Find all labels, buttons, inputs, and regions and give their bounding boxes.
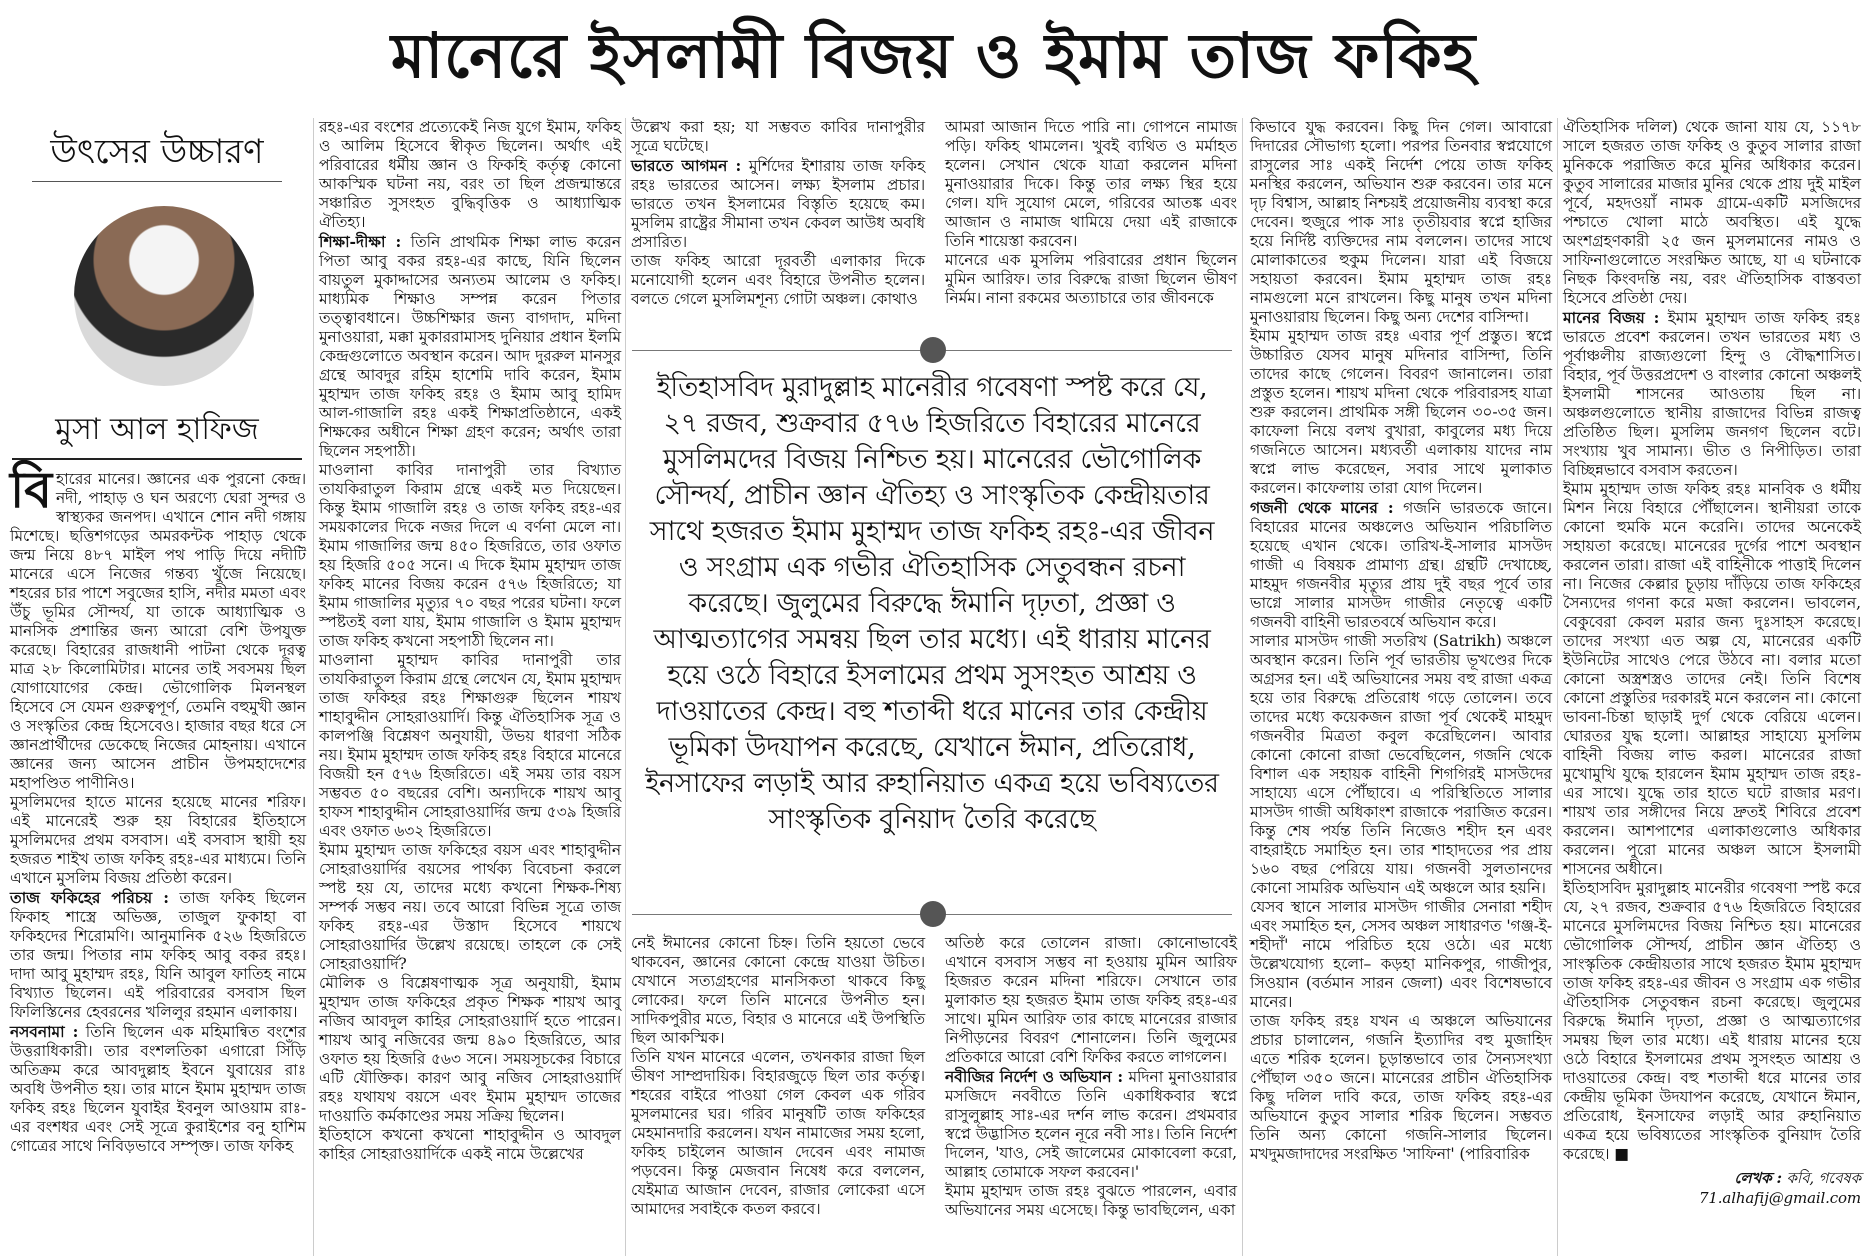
- paragraph: মৌলিক ও বিশ্লেষণাত্মক সূত্র অনুযায়ী, ইমাম মুহাম্মদ তাজ ফকিহের প্রকৃত শিক্ষক শায়খ আবু নজিব আবদুল কাহির সোহরাওয়ার্দি হতে পারেন। শায়খ আবু নজিবের জন্ম ৪৯০ হিজরিতে, আর ওফাত হয় হিজরি ৫৬৩ সনে। সময়সূচকের বিচারে এটি যৌক্তিক। কারণ আবু নজিব সোহরাওয়ার্দি রহঃ যথাযথ বয়সে এবং ইমাম মুহাম্মদ তাজের দাওয়াতি কর্মকাণ্ডের সময় সক্রিয় ছিলেন।: [319, 974, 621, 1125]
- subheading: তাজ ফকিহের পরিচয় :: [10, 888, 169, 907]
- paragraph: রহঃ-এর বংশের প্রত্যেকেই নিজ যুগে ইমাম, ফকিহ ও আলিম হিসেবে স্বীকৃত ছিলেন। অর্থাৎ এই পরিবারের ধর্মীয় জ্ঞান ও ফিকহি কর্তৃত্ব কোনো আকস্মিক ঘটনা নয়, বরং তা ছিল প্রজন্মান্তরে সঞ্চারিত সুসংহত বুদ্ধিবৃত্তিক ও আধ্যাত্মিক ঐতিহ্য।: [319, 118, 621, 231]
- subheading: নবীজির নির্দেশ ও অভিযান :: [945, 1067, 1124, 1086]
- byline-label: লেখক :: [1734, 1169, 1782, 1187]
- paragraph: [10, 460, 306, 793]
- paragraph-text: তাজ ফকিহ ছিলেন ফিকাহ শাস্ত্রে অভিজ্ঞ, তাজুল ফুকাহা বা ফকিহদের শিরোমণি। আনুমানিক ৫২৬ হিজরিতে তার জন্ম। পিতার নাম ফকিহ আবু বকর রহঃ। দাদা আবু মুহাম্মদ রহঃ, যিনি আবুল ফাতিহ নামে বিখ্যাত ছিলেন। এই পরিবারের বসবাস ছিল ফিলিস্তিনের হেবরনের খলিলুর রহমান এলাকায়।: [10, 889, 306, 1021]
- paragraph: মাওলানা কাবির দানাপুরী তার বিখ্যাত তাযকিরাতুল কিরাম গ্রন্থে একই মত দিয়েছেন। কিন্তু ইমাম গাজালি রহঃ ও তাজ ফকিহ রহঃ-এর সময়কালের দিকে নজর দিলে এ বর্ণনা মেলে না। ইমাম গাজালির জন্ম ৪৫০ হিজরিতে, তার ওফাত হয় হিজরি ৫০৫ সনে। এ দিকে ইমাম মুহাম্মদ তাজ ফকিহ মানের বিজয় করেন ৫৭৬ হিজরিতে; যা ইমাম গাজালির মৃত্যুর ৭০ বছর পরের ঘটনা। ফলে স্পষ্টতই বলা যায়, ইমাম গাজালি ও ইমাম মুহাম্মদ তাজ ফকিহ কখনো সহপাঠী ছিলেন না।: [319, 461, 621, 650]
- paragraph-text: মদিনা মুনাওয়ারার মসজিদে নববীতে তিনি একাধিকবার স্বপ্নে রাসুলুল্লাহ সাঃ-এর দর্শন লাভ করেন। প্রথমবার স্বপ্নে উদ্ভাসিত হলেন নূরে নবী সাঃ। তিনি নির্দেশ দিলেন, 'যাও, সেই জালেমের মোকাবেলা করো, আল্লাহ তোমাকে সফল করবেন।': [945, 1068, 1237, 1181]
- subheading: ভারতে আগমন :: [631, 156, 742, 175]
- column-divider: [625, 118, 626, 1256]
- author-box: [12, 118, 302, 460]
- paragraph: তাজ ফকিহ আরো দূরবর্তী এলাকার দিকে মনোযোগী হলেন এবং বিহারে উপনীত হলেন। বলতে গেলে মুসলিমশূন্য গোটা অঞ্চল। কোথাও: [631, 252, 925, 308]
- paragraph: তিনি যখন মানেরে এলেন, তখনকার রাজা ছিল ভীষণ সাম্প্রদায়িক। বিহারজুড়ে ছিল তার কর্তৃত্ব। শহরের বাইরে পাওয়া গেল কেবল এক গরিব মুসলমানের ঘর। গরিব মানুষটি তাজ ফকিহের মেহমানদারি করলেন। যখন নামাজের সময় হলো, ফকিহ চাইলেন আজান দেবেন এবং নামাজ পড়বেন। কিন্তু মেজবান নিষেধ করে বললেন, যেইমাত্র আজান দেবেন, রাজার লোকেরা এসে আমাদের সবাইকে কতল করবে।: [631, 1048, 925, 1218]
- column-4-bottom: [945, 934, 1237, 1220]
- article-title: মানেরে ইসলামী বিজয় ও ইমাম তাজ ফকিহ: [390, 19, 1477, 92]
- paragraph: [10, 1022, 306, 1156]
- paragraph: অতিষ্ঠ করে তোলেন রাজা। কোনোভাবেই এখানে বসবাস সম্ভব না হওয়ায় মুমিন আরিফ হিজরত করেন মদিনা শরিফে। সেখানে তার মুলাকাত হয় হজরত ইমাম তাজ ফকিহ রহঃ-এর সাথে। মুমিন আরিফ তার কাছে মানেরের রাজার নিপীড়নের বিবরণ শোনালেন। তিনি জুলুমের প্রতিকারে আরো বেশি ফিকির করতে লাগলেন।: [945, 934, 1237, 1066]
- paragraph: ইমাম মুহাম্মদ তাজ ফকিহের বয়স এবং শাহাবুদ্দীন সোহরাওয়ার্দির বয়সের পার্থক্য বিবেচনা করলে স্পষ্ট হয় যে, তাদের মধ্যে কখনো শিক্ষক-শিষ্য সম্পর্ক সম্ভব নয়। তবে আরো বিভিন্ন সূত্রে তাজ ফকিহ রহঃ-এর উস্তাদ হিসেবে শায়খে সোহরাওয়ার্দির উল্লেখ রয়েছে। তাহলে কে সেই সোহরাওয়ার্দি?: [319, 841, 621, 973]
- paragraph: ইমাম মুহাম্মদ তাজ রহঃ বুঝতে পারলেন, এবার অভিযানের সময় এসেছে। কিন্তু ভাবছিলেন, একা: [945, 1182, 1237, 1219]
- paragraph: আমরা আজান দিতে পারি না। গোপনে নামাজ পড়ি। ফকিহ থামলেন। খুবই ব্যথিত ও মর্মাহত হলেন। সেখান থেকে যাত্রা করলেন মদিনা মুনাওয়ারার দিকে। কিন্তু তার লক্ষ্য স্থির হয়ে গেল। যদি সুযোগ মেলে, গরিবের আতঙ্ক এবং আজান ও নামাজ থামিয়ে দেয়া এই রাজাকে তিনি শায়েস্তা করবেন।: [945, 118, 1237, 250]
- paragraph-text: ইমাম মুহাম্মদ তাজ ফকিহ রহঃ ভারতে প্রবেশ করলেন। তখন ভারতের মধ্য ও পূর্বাঞ্চলীয় রাজ্যগুলো হিন্দু ও বৌদ্ধশাসিত। বিহার, পূর্ব উত্তরপ্রদেশ ও বাংলার কোনো অঞ্চলই ইসলামী শাসনের আওতায় ছিল না। অঞ্চলগুলোতে স্থানীয় রাজাদের বিভিন্ন রাজত্ব প্রতিষ্ঠিত ছিল। মুসলিম জনগণ ছিলেন বটে। সংখ্যায় খুব সামান্য। ভীত ও নিপীড়িত। তারা বিচ্ছিন্নভাবে বসবাস করতেন।: [1563, 309, 1862, 479]
- paragraph-text: গজনি ভারতকে জানে। বিহারের মানের অঞ্চলেও অভিযান পরিচালিত হয়েছে এখান থেকে। তারিখ-ই-সালার মাসউদ গাজী এ বিষয়ক প্রামাণ্য গ্রন্থ। গ্রন্থটি দেখাচ্ছে, মাহমুদ গজনবীর মৃত্যুর প্রায় দুই বছর পূর্বে তার ভাগ্নে সালার মাসউদ গাজীর নেতৃত্বে একটি গজনবী বাহিনী ভারতবর্ষে অভিযান করে।: [1250, 499, 1552, 631]
- bullet-ornament: [920, 337, 946, 363]
- column-divider: [1242, 118, 1243, 1256]
- column-1: [10, 460, 306, 1156]
- paragraph: নেই ঈমানের কোনো চিহ্ন। তিনি হয়তো ভেবে থাকবেন, জ্ঞানের কোনো কেন্দ্রে যাওয়া উচিত। যেখানে সত্যগ্রহণের মানসিকতা থাকবে কিছু লোকের। ফলে তিনি মানেরে উপনীত হন। সাদিকপুরীর মতে, বিহার ও মানেরে এই উপস্থিতি ছিল আকস্মিক।: [631, 934, 925, 1047]
- paragraph: তাজ ফকিহ রহঃ যখন এ অঞ্চলে অভিযানের প্রচার চালালেন, গজনি ইত্যাদির বহু মুজাহিদ এতে শরিক হলেন। চূড়ান্তভাবে তার সৈন্যসংখ্যা পৌঁছাল ৩৫০ জনে। মানেরের প্রাচীন ঐতিহাসিক কিছু দলিল দাবি করে, তাজ ফকিহ রহঃ-এর অভিযানে কুতুব সালার শরিক ছিলেন। সম্ভবত তিনি অন্য কোনো গজনি-সালার ছিলেন। মখদুমজাদাদের সংরক্ষিত 'সাফিনা' (পারিবারিক: [1250, 1012, 1552, 1163]
- paragraph: [631, 156, 925, 252]
- byline-role: কবি, গবেষক: [1781, 1169, 1861, 1187]
- paragraph: সালার মাসউদ গাজী সতরিখ (Satrikh) অঞ্চলে অবস্থান করেন। তিনি পূর্ব ভারতীয় ভূখণ্ডের দিকে অগ্রসর হন। এই অভিযানের সময় বহু রাজা একত্র হয়ে তার বিরুদ্ধে প্রতিরোধ গড়ে তোলেন। তবে তাদের মধ্যে কয়েকজন রাজা পূর্ব থেকেই মাহমুদ গজনবীর মিত্রতা কবুল করেছিলেন। আবার কোনো কোনো রাজা ভেবেছিলেন, গজনি থেকে বিশাল এক সহায়ক বাহিনী শিগগিরই মাসউদের সাহায্যে এসে পৌঁছাবে। এ পরিস্থিতিতে সালার মাসউদ গাজী অধিকাংশ রাজাকে পরাজিত করেন। কিন্তু শেষ পর্যন্ত তিনি নিজেও শহীদ হন এবং বাহরাইচে সমাহিত হন। তার শাহাদতের পর প্রায় ১৬০ বছর পেরিয়ে যায়। গজনবী সুলতানদের কোনো সামরিক অভিযান এই অঞ্চলে আর হয়নি।: [1250, 632, 1552, 897]
- paragraph: কিভাবে যুদ্ধ করবেন। কিছু দিন গেল। আবারো দিদারের সৌভাগ্য হলো। পরপর তিনবার স্বপ্নযোগে রাসুলের সাঃ একই নির্দেশ পেয়ে তাজ ফকিহ মনস্থির করলেন, অভিযান শুরু করবেন। তার মনে দৃঢ় বিশ্বাস, আল্লাহ নিশ্চয়ই প্রয়োজনীয় ব্যবস্থা করে দেবেন। হুজুরে পাক সাঃ তৃতীয়বার স্বপ্নে হাজির হয়ে নির্দিষ্ট ব্যক্তিদের নাম বললেন। তাদের সাথে মোলাকাতের হুকুম দিলেন। যারা এই বিজয়ে সহায়তা করবেন। ইমাম মুহাম্মদ তাজ রহঃ নামগুলো মনে রাখলেন। কিছু মানুষ তখন মদিনা মুনাওয়ারায় ছিলেন। কিছু অন্য দেশের বাসিন্দা।: [1250, 118, 1552, 326]
- paragraph: যেসব স্থানে সালার মাসউদ গাজীর সেনারা শহীদ এবং সমাহিত হন, সেসব অঞ্চল সাধারণত 'গঞ্জ-ই-শহীদাঁ' নামে পরিচিত হয়ে ওঠে। এর মধ্যে উল্লেখযোগ্য হলো– কড়হা মানিকপুর, গাজীপুর, সিওয়ান (বর্তমান সারন জেলা) এবং বিশেষভাবে মানের।: [1250, 898, 1552, 1011]
- subheading: গজনী থেকে মানের :: [1250, 498, 1394, 517]
- paragraph-text: হারের মানের। জ্ঞানের এক পুরনো কেন্দ্র। নদী, পাহাড় ও ঘন অরণ্যে ঘেরা সুন্দর ও স্বাস্থ্যকর জনপদ। এখানে শোন নদী গঙ্গায় মিশেছে। ছত্তিশগড়ের অমরকন্টক পাহাড় থেকে জন্ম নিয়ে ৪৮৭ মাইল পথ পাড়ি দিয়ে নদীটি মানেরে এসে নিজের গন্তব্য খুঁজে নিয়েছে। শহরের চার পাশে সবুজের হাসি, নদীর মমতা এবং উঁচু ভূমির সৌন্দর্য, যা তাকে আধ্যাত্মিক ও মানসিক প্রশান্তির জন্য আরো বেশি উপযুক্ত করেছে। বিহারের রাজধানী পাটনা থেকে দূরত্ব মাত্র ২৮ কিলোমিটার। মানের তাই সবসময় ছিল যোগাযোগের কেন্দ্র। ভৌগোলিক মিলনস্থল হিসেবে সে যেমন গুরুত্বপূর্ণ, তেমনি বহুমুখী জ্ঞান ও সংস্কৃতির কেন্দ্র হিসেবেও। হাজার বছর ধরে সে জ্ঞানপ্রার্থীদের ডেকেছে নিজের মোহনায়। এখানে জ্ঞানের জন্য আসেন প্রাচীন উপমহাদেশের মহাপণ্ডিত পাণীনিও।: [10, 470, 306, 792]
- paragraph: মুসলিমদের হাতে মানের হয়েছে মানের শরিফ। এই মানেরেই শুরু হয় বিহারের ইতিহাসে মুসলিমদের প্রথম বসবাস। এই বসবাস স্থায়ী হয় হজরত শাইখ তাজ ফকিহ রহঃ-এর মাধ্যমে। তিনি এখানে মুসলিম বিজয় প্রতিষ্ঠা করেন।: [10, 793, 306, 887]
- author-name: মুসা আল হাফিজ: [55, 412, 259, 447]
- column-4-top: [945, 118, 1237, 308]
- paragraph: [319, 232, 621, 461]
- subheading: মানের বিজয় :: [1563, 308, 1660, 327]
- paragraph: [1250, 498, 1552, 632]
- column-divider: [1557, 118, 1558, 1256]
- paragraph: ইমাম মুহাম্মদ তাজ ফকিহ রহঃ মানবিক ও ধর্মীয় মিশন নিয়ে বিহারে পৌঁছালেন। স্থানীয়রা তাকে কোনো হুমকি মনে করেনি। তাদের অনেকেই সহায়তা করেছে। মানেরের দুর্গের পাশে অবস্থান করলেন তারা। রাজা এই বাহিনীকে পাত্তাই দিলেন না। নিজের কেল্লার চূড়ায় দাঁড়িয়ে তাজ ফকিহের সৈন্যদের গণনা করে মজা করলেন। ভাবলেন, বেকুবেরা কেবল মরার জন্য দুঃসাহস করেছে। তাদের সংখ্যা এত অল্প যে, মানেরের একটি ইউনিটের সাথেও পেরে উঠবে না। বলার মতো কোনো অস্ত্রশস্ত্রও তাদের নেই। তিনি বিশেষ কোনো প্রস্তুতির দরকারই মনে করলেন না। কোনো ভাবনা-চিন্তা ছাড়াই দুর্গ থেকে বেরিয়ে এলেন। ঘোরতর যুদ্ধ হলো। আল্লাহর সাহায্যে মুসলিম বাহিনী বিজয় লাভ করল। মানেরের রাজা মুখোমুখি যুদ্ধে হারলেন ইমাম মুহাম্মদ তাজ রহঃ-এর সাথে। যুদ্ধে তার হাতে ঘটে রাজার মরণ। শায়খ তার সঙ্গীদের নিয়ে দ্রুতই শিবিরে প্রবেশ করলেন। আশপাশের এলাকাগুলোও অধিকার করলেন। পুরো মানের অঞ্চল আসে ইসলামী শাসনের অধীনে।: [1563, 480, 1861, 878]
- drop-cap: বি: [10, 460, 52, 519]
- subheading: শিক্ষা-দীক্ষা :: [319, 232, 402, 251]
- paragraph-text: মুর্শিদের ইশারায় তাজ ফকিহ রহঃ ভারতের আসেন। লক্ষ্য ইসলাম প্রচার। ভারতে তখন ইসলামের বিস্তৃতি হয়েছে কম। মুসলিম রাষ্ট্রের সীমানা তখন কেবল আউধ অবধি প্রসারিত।: [631, 157, 925, 251]
- paragraph: মাওলানা মুহাম্মদ কাবির দানাপুরী তার তাযকিরাতুল কিরাম গ্রন্থে লেখেন যে, ইমাম মুহাম্মদ তাজ ফকিহর রহঃ শিক্ষাগুরু ছিলেন শায়খ শাহাবুদ্দীন সোহরাওয়ার্দি। কিন্তু ঐতিহাসিক সূত্র ও কালপঞ্জি বিশ্লেষণ অনুযায়ী, উভয় ধারণা সঠিক নয়। ইমাম মুহাম্মদ তাজ ফকিহ রহঃ বিহারে মানেরে বিজয়ী হন ৫৭৬ হিজরিতে। এই সময় তার বয়স সম্ভবত ৫০ বছরের বেশি। অন্যদিকে শায়খ আবু হাফস শাহাবুদ্দীন সোহরাওয়ার্দির জন্ম ৫৩৯ হিজরি এবং ওফাত ৬৩২ হিজরিতে।: [319, 651, 621, 840]
- pull-quote-text: ইতিহাসবিদ মুরাদুল্লাহ মানেরীর গবেষণা স্পষ্ট করে যে, ২৭ রজব, শুক্রবার ৫৭৬ হিজরিতে বিহারের মানেরে মুসলিমদের বিজয় নিশ্চিত হয়। মানেরের ভৌগোলিক সৌন্দর্য, প্রাচীন জ্ঞান ঐতিহ্য ও সাংস্কৃতিক কেন্দ্রীয়তার সাথে হজরত ইমাম মুহাম্মদ তাজ ফকিহ রহঃ-এর জীবন ও সংগ্রাম এক গভীর ঐতিহাসিক সেতুবন্ধন রচনা করেছে। জুলুমের বিরুদ্ধে ঈমানি দৃঢ়তা, প্রজ্ঞা ও আত্মত্যাগের সমন্বয় ছিল তার মধ্যে। এই ধারায় মানের হয়ে ওঠে বিহারে ইসলামের প্রথম সুসংহত আশ্রয় ও দাওয়াতের কেন্দ্র। বহু শতাব্দী ধরে মানের তার কেন্দ্রীয় ভূমিকা উদযাপন করেছে, যেখানে ঈমান, প্রতিরোধ, ইনসাফের লড়াই আর রুহানিয়াত একত্র হয়ে ভবিষ্যতের সাংস্কৃতিক বুনিয়াদ তৈরি করেছে: [645, 372, 1219, 835]
- column-3-bottom: [631, 934, 925, 1219]
- column-5: [1250, 118, 1552, 1164]
- paragraph-text: তিনি ছিলেন এক মহিমান্বিত বংশের উত্তরাধিকারী। তার বংশলতিকা এগারো সিঁড়ি অতিক্রম করে আবদুল্লাহ ইবনে যুবায়ের রাঃ অবধি উপনীত হয়। তার মানে ইমাম মুহাম্মদ তাজ ফকিহ রহঃ ছিলেন যুবাইর ইবনুল আওয়াম রাঃ-এর বংশধর এবং সেই সূত্রে কুরাইশের বনু হাশিম গোত্রের সাথে নিবিড়ভাবে সম্পৃক্ত। তাজ ফকিহ: [10, 1023, 306, 1155]
- paragraph: [945, 1067, 1237, 1182]
- paragraph-text: তিনি প্রাথমিক শিক্ষা লাভ করেন পিতা আবু বকর রহঃ-এর কাছে, যিনি ছিলেন বায়তুল মুকাদ্দাসের অন্যতম আলেম ও ফকিহ। মাধ্যমিক শিক্ষাও সম্পন্ন করেন পিতার তত্ত্বাবধানে। উচ্চশিক্ষার জন্য বাগদাদ, মদিনা মুনাওয়ারা, মক্কা মুকাররামাসহ দুনিয়ার প্রধান ইলমি কেন্দ্রগুলোতে অবস্থান করেন। আদ দুররুল মানসুর গ্রন্থে আবদুর রহিম হাশেমি দাবি করেন, ইমাম মুহাম্মদ তাজ ফকিহ রহঃ ও ইমাম আবু হামিদ আল-গাজালি রহঃ একই শিক্ষাপ্রতিষ্ঠানে, একই শিক্ষকের অধীনে শিক্ষা গ্রহণ করেন; অর্থাৎ তারা ছিলেন সহপাঠী।: [319, 233, 622, 460]
- paragraph: ইতিহাসবিদ মুরাদুল্লাহ মানেরীর গবেষণা স্পষ্ট করে যে, ২৭ রজব, শুক্রবার ৫৭৬ হিজরিতে বিহারের মানেরে মুসলিমদের বিজয় নিশ্চিত হয়। মানেরের ভৌগোলিক সৌন্দর্য, প্রাচীন জ্ঞান ঐতিহ্য ও সাংস্কৃতিক কেন্দ্রীয়তার সাথে হজরত ইমাম মুহাম্মদ তাজ ফকিহ রহঃ-এর জীবন ও সংগ্রাম এক গভীর ঐতিহাসিক সেতুবন্ধন রচনা করেছে। জুলুমের বিরুদ্ধে ঈমানি দৃঢ়তা, প্রজ্ঞা ও আত্মত্যাগের সমন্বয় ছিল তার মধ্যে। এই ধারায় মানের হয়ে ওঠে বিহারে ইসলামের প্রথম সুসংহত আশ্রয় ও দাওয়াতের কেন্দ্র। বহু শতাব্দী ধরে মানের তার কেন্দ্রীয় ভূমিকা উদযাপন করেছে, যেখানে ঈমান, প্রতিরোধ, ইনসাফের লড়াই আর রুহানিয়াত একত্র হয়ে ভবিষ্যতের সাংস্কৃতিক বুনিয়াদ তৈরি করেছে। ■: [1563, 879, 1861, 1163]
- section-label: উৎসের উচ্চারণ: [12, 128, 302, 176]
- column-2: [319, 118, 621, 1164]
- bullet-ornament: [920, 901, 946, 927]
- column-6: [1563, 118, 1861, 1208]
- paragraph: মানেরে এক মুসলিম পরিবারের প্রধান ছিলেন মুমিন আরিফ। তার বিরুদ্ধে রাজা ছিলেন ভীষণ নির্মম। নানা রকমের অত্যাচারে তার জীবনকে: [945, 251, 1237, 307]
- column-3-top: [631, 118, 925, 309]
- author-byline: [1563, 1168, 1861, 1208]
- paragraph: [1563, 308, 1861, 480]
- paragraph: [10, 888, 306, 1022]
- paragraph: উল্লেখ করা হয়; যা সম্ভবত কাবির দানাপুরীর সূত্রে ঘটেছে।: [631, 118, 925, 155]
- paragraph: ইতিহাসে কখনো কখনো শাহাবুদ্দীন ও আবদুল কাহির সোহরাওয়ার্দিকে একই নামে উল্লেখের: [319, 1126, 621, 1163]
- pull-quote: [632, 336, 1232, 926]
- paragraph: ঐতিহাসিক দলিল) থেকে জানা যায় যে, ১১৭৮ সালে হজরত তাজ ফকিহ ও কুতুব সালার রাজা মুনিককে পরাজিত করে মুনির অধিকার করেন। কুতুব সালারের মাজার মুনির থেকে প্রায় দুই মাইল পূর্বে, মহদওয়াঁ নামক গ্রামে-একটি মসজিদের পশ্চাতে খোলা মাঠে অবস্থিত। এই যুদ্ধে অংশগ্রহণকারী ২৫ জন মুসলমানের নামও ও সাফিনাগুলোতে সংরক্ষিত আছে, যা এ ঘটনাকে নিছক কিংবদন্তি নয়, বরং ঐতিহাসিক বাস্তবতা হিসেবে প্রতিষ্ঠা দেয়।: [1563, 118, 1861, 307]
- column-divider: [313, 118, 314, 1256]
- author-photo: [74, 206, 254, 386]
- author-email: 71.alhafij@gmail.com: [1699, 1189, 1861, 1207]
- subheading: নসবনামা :: [10, 1022, 79, 1041]
- paragraph: ইমাম মুহাম্মদ তাজ রহঃ এবার পূর্ণ প্রস্তুত। স্বপ্নে উচ্চারিত যেসব মানুষ মদিনার বাসিন্দা, তিনি তাদের কাছে গেলেন। বিবরণ জানালেন। তারা প্রস্তুত হলেন। শায়খ মদিনা থেকে পরিবারসহ যাত্রা শুরু করলেন। প্রাথমিক সঙ্গী ছিলেন ৩০-৩৫ জন। কাফেলা নিয়ে বলখ বুখারা, কাবুলের মধ্য দিয়ে গজনিতে আসেন। মধ্যবর্তী এলাকায় যাদের নাম স্বপ্নে লাভ করেছেন, সবার সাথে মুলাকাত করলেন। কাফেলায় তারা যোগ দিলেন।: [1250, 327, 1552, 497]
